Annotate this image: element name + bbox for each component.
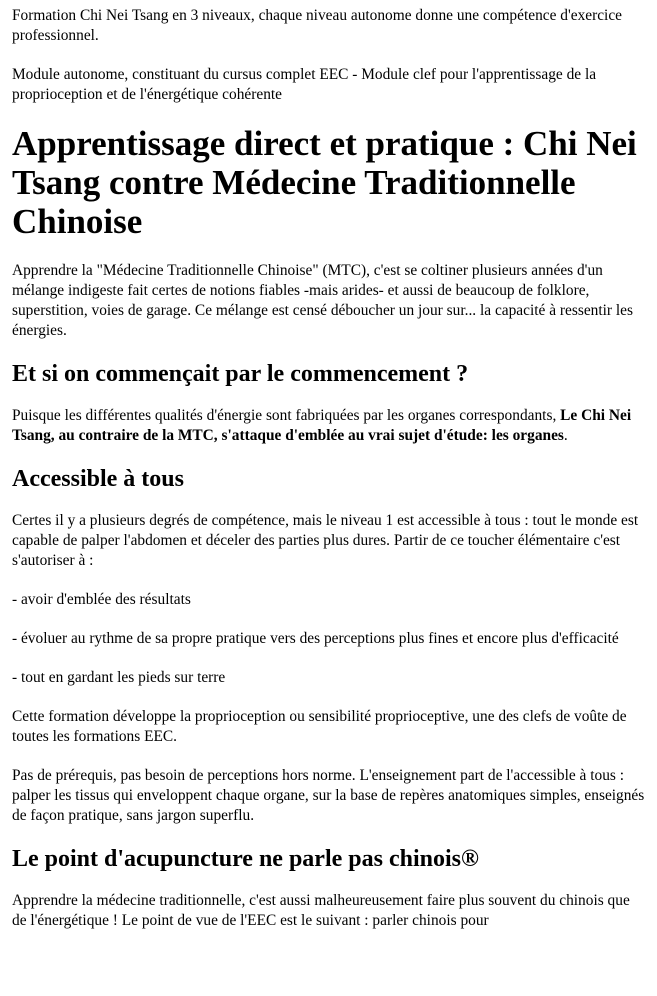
accessible-heading: Accessible à tous — [12, 466, 184, 492]
accessible-bullet-3: - tout en gardant les pieds sur terre — [12, 669, 226, 686]
accessible-paragraph-3: Pas de prérequis, pas besoin de perceptions hors norme. L'enseignement part de l'accessible à tous : palper les tissus qui enveloppent chaque organe, sur la base de repères anatomiques simples, enseignés de façon pratique, sans jargon superflu. — [12, 767, 645, 824]
commencement-heading: Et si on commençait par le commencement ? — [12, 361, 469, 387]
intro-paragraph-2: Module autonome, constituant du cursus complet EEC - Module clef pour l'apprentissage de la proprioception et de l'énergétique cohérente — [12, 66, 597, 103]
intro-paragraph-1: Formation Chi Nei Tsang en 3 niveaux, chaque niveau autonome donne une compétence d'exercice professionnel. — [12, 7, 622, 44]
commencement-end: . — [563, 427, 568, 444]
accessible-paragraph-1: Certes il y a plusieurs degrés de compétence, mais le niveau 1 est accessible à tous : tout le monde est capable de palper l'abdomen et déceler des parties plus dures. Partir de ce toucher élémentaire c'est s'autoriser à : — [12, 512, 639, 569]
accessible-paragraph-2: Cette formation développe la proprioception ou sensibilité proprioceptive, une des clefs de voûte de toutes les formations EEC. — [12, 708, 627, 745]
page-title: Apprentissage direct et pratique : Chi Nei Tsang contre Médecine Traditionnelle Chinoise — [12, 124, 637, 241]
commencement-paragraph — [12, 406, 645, 446]
mtc-paragraph: Apprendre la "Médecine Traditionnelle Chinoise" (MTC), c'est se coltiner plusieurs années d'un mélange indigeste fait certes de notions fiables -mais arides- et aussi de beaucoup de folklore, superstition, voies de garage. Ce mélange est censé déboucher un jour sur... la capacité à ressentir les énergies. — [12, 262, 633, 339]
commencement-text: Puisque les différentes qualités d'énergie sont fabriquées par les organes correspondants, — [12, 407, 561, 424]
acupuncture-heading: Le point d'acupuncture ne parle pas chinois® — [12, 846, 479, 872]
accessible-bullet-2: - évoluer au rythme de sa propre pratique vers des perceptions plus fines et encore plus d'efficacité — [12, 630, 619, 647]
commencement-bold-text: Le Chi Nei Tsang, au contraire de la MTC, s'attaque d'emblée au vrai sujet d'étude: les organes — [12, 407, 632, 444]
accessible-bullet-1: - avoir d'emblée des résultats — [12, 591, 191, 608]
acupuncture-paragraph: Apprendre la médecine traditionnelle, c'est aussi malheureusement faire plus souvent du chinois que de l'énergétique ! Le point de vue de l'EEC est le suivant : parler chinois pour — [12, 892, 630, 929]
